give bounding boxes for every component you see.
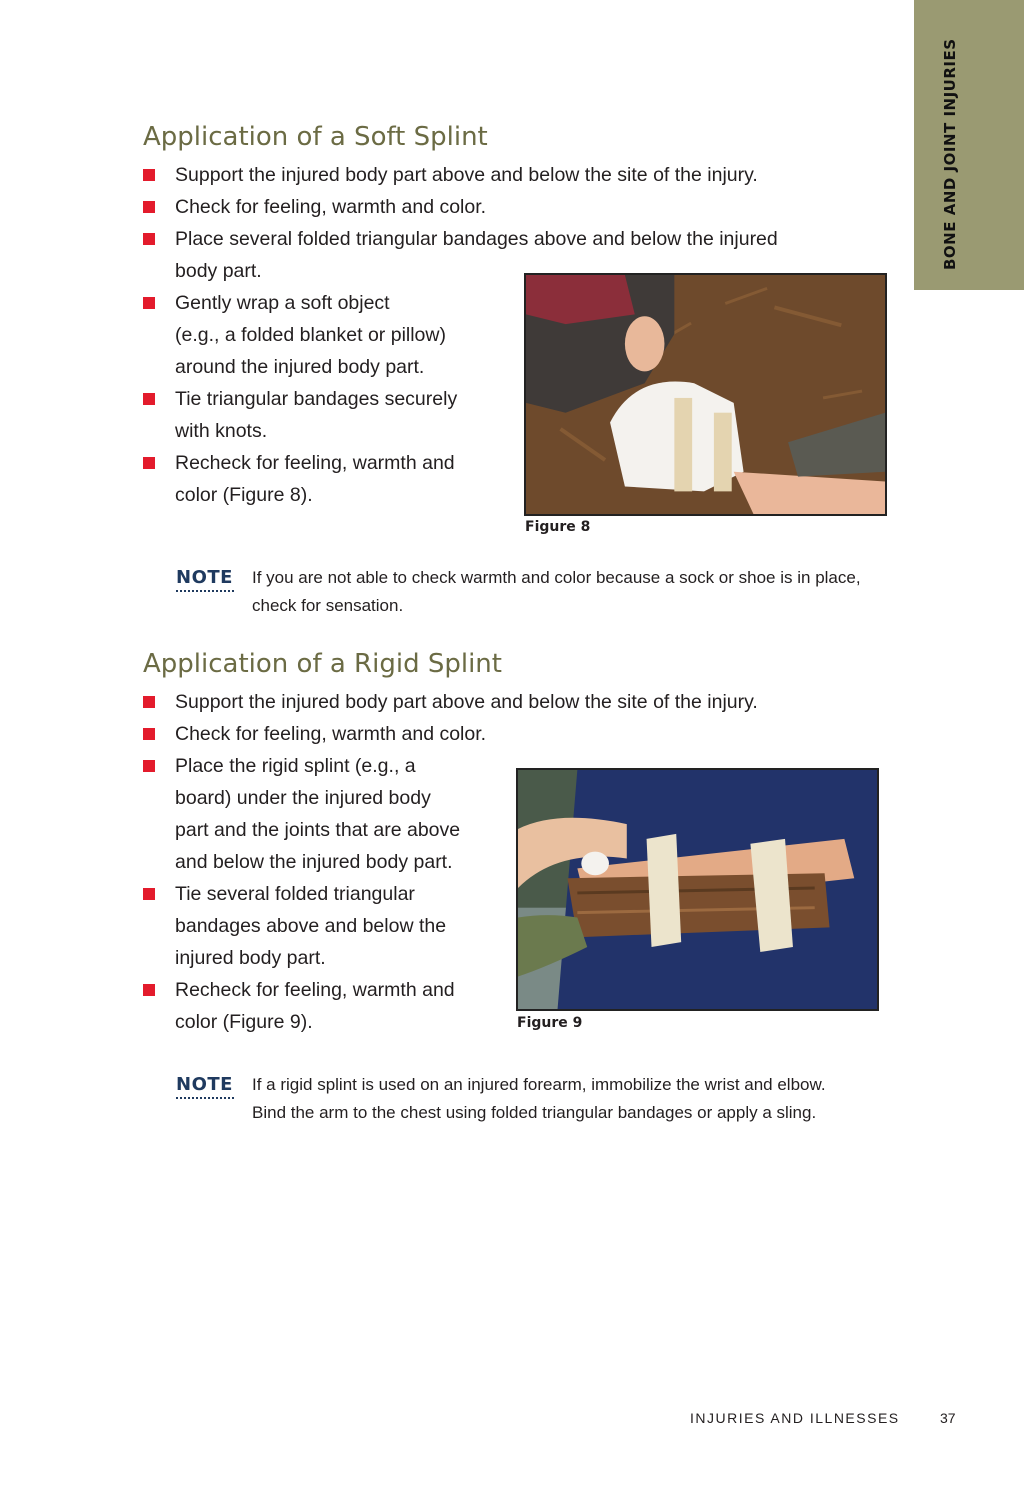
step-text: with knots. — [175, 420, 268, 442]
step-text: Gently wrap a soft object — [175, 292, 390, 314]
step-text: color (Figure 9). — [175, 1011, 313, 1033]
note-underline — [176, 1095, 234, 1099]
section-tab-label: BONE AND JOINT INJURIES — [941, 38, 959, 270]
bullet-square-icon — [143, 297, 155, 309]
step-text: Tie triangular bandages securely — [175, 388, 458, 410]
figure-8-caption: Figure 8 — [525, 519, 591, 535]
step-text: (e.g., a folded blanket or pillow) — [175, 324, 446, 346]
page-number: 37 — [940, 1410, 956, 1426]
rigid-splint-photo-icon — [518, 770, 877, 1009]
step-text: and below the injured body part. — [175, 851, 453, 873]
step-text: Recheck for feeling, warmth and — [175, 452, 455, 474]
bullet-square-icon — [143, 233, 155, 245]
soft-splint-photo-icon — [526, 275, 885, 514]
rigid-splint-heading: Application of a Rigid Splint — [143, 649, 502, 679]
step-text: color (Figure 8). — [175, 484, 313, 506]
bullet-square-icon — [143, 984, 155, 996]
list-item — [143, 718, 758, 750]
step-text: Support the injured body part above and below the site of the injury. — [175, 691, 758, 713]
step-text: around the injured body part. — [175, 356, 425, 378]
figure-8-photo — [524, 273, 887, 516]
step-text: bandages above and below the — [175, 915, 447, 937]
section-tab — [914, 0, 1024, 290]
step-text: injured body part. — [175, 947, 326, 969]
footer-section-label: INJURIES AND ILLNESSES — [690, 1410, 900, 1426]
step-text: Place the rigid splint (e.g., a — [175, 755, 416, 777]
bullet-square-icon — [143, 728, 155, 740]
step-text: board) under the injured body — [175, 787, 431, 809]
note-text: If a rigid splint is used on an injured forearm, immobilize the wrist and elbow. Bind the arm to the chest using folded triangular bandages or apply a sling. — [252, 1075, 826, 1122]
list-item — [143, 686, 758, 718]
bullet-square-icon — [143, 169, 155, 181]
note-underline — [176, 588, 234, 592]
step-text: body part. — [175, 260, 262, 282]
step-text: Check for feeling, warmth and color. — [175, 723, 487, 745]
figure-9-photo — [516, 768, 879, 1011]
note-text: If you are not able to check warmth and color because a sock or shoe is in place, check for sensation. — [252, 568, 861, 615]
soft-splint-heading: Application of a Soft Splint — [143, 122, 488, 152]
step-text: Recheck for feeling, warmth and — [175, 979, 455, 1001]
note-label: NOTE — [176, 567, 233, 588]
step-text: Place several folded triangular bandages above and below the injured — [175, 228, 778, 250]
step-text: Check for feeling, warmth and color. — [175, 196, 487, 218]
step-text: Support the injured body part above and below the site of the injury. — [175, 164, 758, 186]
step-text: part and the joints that are above — [175, 819, 461, 841]
bullet-square-icon — [143, 760, 155, 772]
list-item — [143, 159, 778, 191]
list-item — [143, 191, 778, 223]
bullet-square-icon — [143, 457, 155, 469]
bullet-square-icon — [143, 201, 155, 213]
bullet-square-icon — [143, 696, 155, 708]
figure-9-caption: Figure 9 — [517, 1015, 583, 1031]
note-label: NOTE — [176, 1074, 233, 1095]
step-text: Tie several folded triangular — [175, 883, 415, 905]
bullet-square-icon — [143, 888, 155, 900]
bullet-square-icon — [143, 393, 155, 405]
